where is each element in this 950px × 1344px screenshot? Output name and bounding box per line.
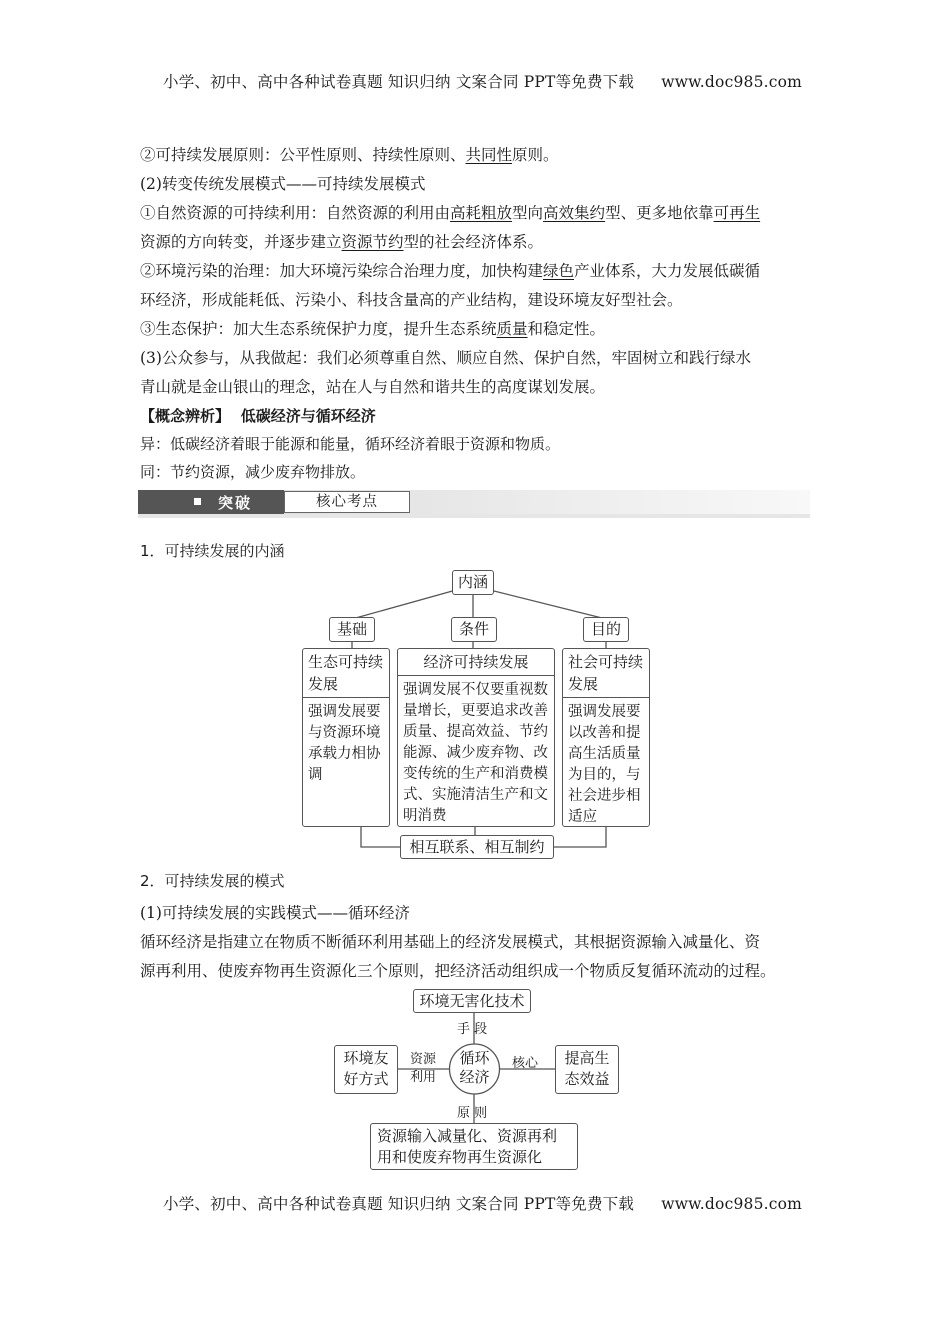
section-title-mode: 2．可持续发展的模式 bbox=[140, 872, 285, 890]
label-core: 核心 bbox=[512, 1056, 539, 1071]
public-line-1: (3)公众参与，从我做起：我们必须尊重自然、顺应自然、保护自然，牢固树立和践行绿水 bbox=[140, 349, 751, 367]
header-text: 小学、初中、高中各种试卷真题 知识归纳 文案合同 PPT等免费下载 bbox=[163, 73, 635, 91]
circular-economy-text-1: 循环经济是指建立在物质不断循环利用基础上的经济发展模式，其根据资源输入减量化、资 bbox=[140, 933, 761, 951]
text: ③生态保护：加大生态系统保护力度，提升生态系统 bbox=[140, 320, 497, 338]
underlined-term: 高效集约 bbox=[543, 204, 606, 222]
footer-site-link[interactable]: www.doc985.com bbox=[661, 1195, 803, 1213]
underlined-term: 高耗粗放 bbox=[450, 204, 513, 222]
label-resource-use: 资源利用 bbox=[409, 1052, 436, 1085]
concept-difference: 异：低碳经济着眼于能源和能量，循环经济着眼于资源和物质。 bbox=[140, 435, 561, 453]
underlined-term: 质量 bbox=[496, 320, 528, 338]
text: 型的社会经济体系。 bbox=[403, 233, 544, 251]
public-line-2: 青山就是金山银山的理念，站在人与自然和谐共生的高度谋划发展。 bbox=[140, 378, 606, 396]
node-three-principles: 资源输入减量化、资源再利用和使废弃物再生资源化 bbox=[370, 1123, 578, 1170]
banner-right-label: 核心考点 bbox=[284, 491, 410, 513]
category-basis: 基础 bbox=[329, 617, 375, 642]
text: 原则。 bbox=[512, 146, 559, 164]
text: ①自然资源的可持续利用：自然资源的利用由 bbox=[140, 204, 451, 222]
underlined-term: 绿色 bbox=[543, 262, 575, 280]
banner-left-label: 突破 bbox=[218, 494, 253, 512]
section-title-connotation: 1．可持续发展的内涵 bbox=[140, 542, 285, 560]
label-principle: 原 则 bbox=[457, 1106, 488, 1121]
header-site-link[interactable]: www.doc985.com bbox=[661, 73, 803, 91]
footer-text: 小学、初中、高中各种试卷真题 知识归纳 文案合同 PPT等免费下载 bbox=[163, 1195, 635, 1213]
label-means: 手 段 bbox=[457, 1022, 488, 1037]
node-environment-friendly: 环境友好方式 bbox=[334, 1045, 398, 1094]
pollution-line-2: 环经济，形成能耗低、污染小、科技含量高的产业结构，建设环境友好型社会。 bbox=[140, 291, 683, 309]
column-ecological-head: 生态可持续发展 bbox=[303, 649, 389, 698]
page-footer bbox=[163, 1192, 802, 1214]
text: 资源的方向转变，并逐步建立 bbox=[140, 233, 342, 251]
concept-tag: 【概念辨析】 bbox=[140, 407, 231, 425]
text: 和稳定性。 bbox=[527, 320, 606, 338]
concept-same: 同：节约资源，减少废弃物排放。 bbox=[140, 463, 366, 481]
underlined-term: 资源节约 bbox=[341, 233, 404, 251]
concept-title: 低碳经济与循环经济 bbox=[240, 407, 376, 425]
text: ②可持续发展原则：公平性原则、持续性原则、 bbox=[140, 146, 466, 164]
text: 型、更多地依靠 bbox=[605, 204, 714, 222]
text: 型向 bbox=[512, 204, 544, 222]
column-economic-body: 强调发展不仅要重视数量增长，更要追求改善质量、提高效益、节约能源、减少废弃物、改变传统的生产和消费模式、实施清洁生产和文明消费 bbox=[403, 682, 548, 824]
underlined-term: 可再生 bbox=[713, 204, 761, 222]
node-environmental-tech: 环境无害化技术 bbox=[413, 989, 531, 1013]
bottom-node-interrelated: 相互联系、相互制约 bbox=[400, 835, 554, 859]
node-circular-economy: 循环经济 bbox=[459, 1049, 490, 1086]
category-purpose: 目的 bbox=[583, 617, 629, 642]
category-condition: 条件 bbox=[451, 617, 497, 642]
root-node-connotation: 内涵 bbox=[452, 570, 494, 595]
node-ecological-benefit: 提高生态效益 bbox=[555, 1045, 619, 1094]
column-economic-head: 经济可持续发展 bbox=[398, 649, 554, 676]
column-social-body: 强调发展要以改善和提高生活质量为目的，与社会进步相适应 bbox=[568, 704, 641, 825]
subheading-circular-economy: (1)可持续发展的实践模式——循环经济 bbox=[140, 904, 410, 922]
underlined-term: 共同性 bbox=[465, 146, 513, 164]
column-social-head: 社会可持续发展 bbox=[563, 649, 649, 698]
subheading-mode-change: (2)转变传统发展模式——可持续发展模式 bbox=[140, 175, 426, 193]
column-ecological-body: 强调发展要与资源环境承载力相协调 bbox=[308, 704, 381, 783]
text: ②环境污染的治理：加大环境污染综合治理力度，加快构建 bbox=[140, 262, 544, 280]
circular-economy-text-2: 源再利用、使废弃物再生资源化三个原则，把经济活动组织成一个物质反复循环流动的过程。 bbox=[140, 962, 776, 980]
text: 产业体系，大力发展低碳循 bbox=[574, 262, 761, 280]
